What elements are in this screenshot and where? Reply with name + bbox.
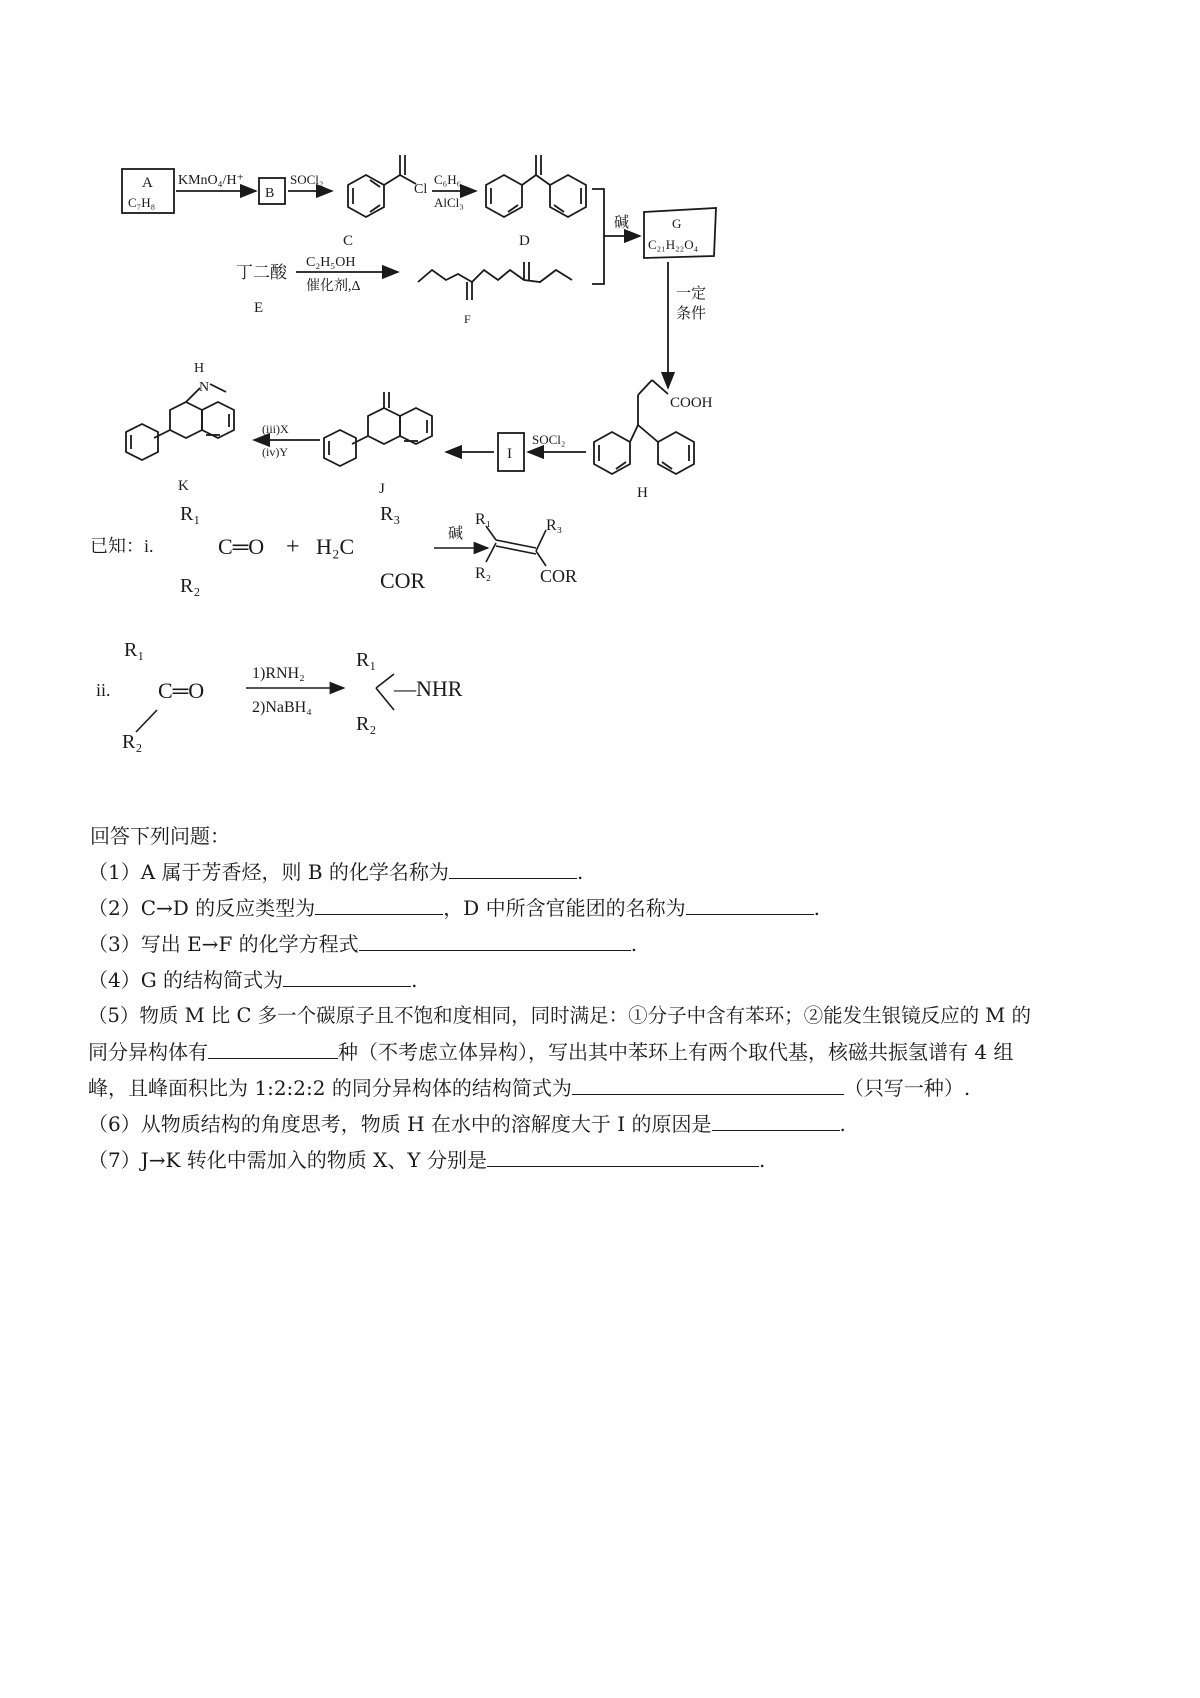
known-i-R2: R₂ bbox=[180, 575, 201, 597]
known-ii-p-R2: R₂ bbox=[356, 713, 377, 735]
reagent-E-F-top: C₂H₅OH bbox=[306, 255, 356, 270]
known-i-R3: R₃ bbox=[380, 503, 401, 525]
known-i-carbonyl: C═O bbox=[218, 534, 265, 559]
q6-blank[interactable] bbox=[712, 1112, 840, 1131]
label-G: G bbox=[672, 216, 682, 231]
reagent-J-K-bottom: (iv)Y bbox=[262, 445, 288, 459]
label-F: F bbox=[464, 312, 471, 326]
question-7 bbox=[88, 1146, 765, 1174]
known-ii-label: ii. bbox=[96, 680, 111, 700]
q4-text-b: . bbox=[411, 968, 418, 992]
label-I: I bbox=[507, 446, 512, 462]
reagent-C-D-bottom: AlCl₃ bbox=[434, 195, 464, 210]
q2-blank-1[interactable] bbox=[315, 896, 443, 915]
formula-A: C₇H₈ bbox=[128, 195, 156, 210]
reagent-H-I: SOCl₂ bbox=[532, 432, 566, 447]
q2-text-b: ，D 中所含官能团的名称为 bbox=[443, 896, 686, 920]
label-A: A bbox=[142, 175, 153, 191]
q1-blank[interactable] bbox=[449, 860, 577, 879]
q3-text-a: （3）写出 E→F 的化学方程式 bbox=[88, 932, 359, 956]
q2-text-a: （2）C→D 的反应类型为 bbox=[88, 896, 316, 920]
known-i-plus: + bbox=[286, 534, 300, 560]
base-label: 碱 bbox=[614, 215, 630, 231]
known-i-ch2: H₂C bbox=[316, 534, 355, 559]
q5-blank-2[interactable] bbox=[572, 1076, 844, 1095]
label-B: B bbox=[265, 186, 275, 201]
group-H-COOH: COOH bbox=[670, 395, 713, 411]
label-K: K bbox=[178, 478, 189, 494]
known-ii-R1: R₁ bbox=[124, 639, 145, 661]
q7-text-a: （7）J→K 转化中需加入的物质 X、Y 分别是 bbox=[88, 1148, 487, 1172]
label-D: D bbox=[519, 233, 530, 249]
q1-text-a: （1）A 属于芳香烃，则 B 的化学名称为 bbox=[88, 860, 449, 884]
reaction-scheme bbox=[0, 0, 1200, 501]
label-E: E bbox=[254, 300, 264, 316]
q7-text-b: . bbox=[758, 1148, 766, 1172]
fragment-C-Cl: Cl bbox=[414, 182, 428, 197]
question-2 bbox=[88, 894, 820, 922]
known-ii-product: —NHR bbox=[394, 676, 463, 701]
label-C: C bbox=[343, 233, 354, 249]
q5-text-2a: 同分异构体有 bbox=[88, 1040, 208, 1064]
question-5-line-3 bbox=[88, 1074, 970, 1102]
known-i-p-R1: R₁ bbox=[475, 511, 492, 528]
structure-C bbox=[348, 155, 416, 217]
structure-K bbox=[126, 384, 234, 460]
label-J: J bbox=[379, 481, 385, 497]
q1-text-b: . bbox=[576, 860, 584, 884]
q5-blank-1[interactable] bbox=[208, 1040, 338, 1059]
q6-text-b: . bbox=[839, 1112, 846, 1136]
K-H: H bbox=[194, 361, 205, 376]
q2-blank-2[interactable] bbox=[686, 896, 814, 915]
q4-text-a: （4）G 的结构简式为 bbox=[88, 968, 284, 992]
q3-blank[interactable] bbox=[359, 932, 631, 951]
question-5-line-2 bbox=[88, 1038, 1013, 1066]
label-H: H bbox=[637, 485, 648, 501]
q5-text-3a: 峰，且峰面积比为 1:2:2:2 的同分异构体的结构简式为 bbox=[88, 1076, 572, 1100]
structure-D bbox=[486, 155, 586, 217]
known-i-COR: COR bbox=[380, 568, 426, 593]
bracket bbox=[592, 189, 604, 284]
name-E: 丁二酸 bbox=[236, 263, 287, 282]
question-3 bbox=[88, 930, 637, 958]
question-6 bbox=[88, 1110, 846, 1138]
K-N: N bbox=[199, 380, 210, 395]
known-ii-R2: R₂ bbox=[122, 731, 143, 753]
question-4 bbox=[88, 966, 417, 994]
known-ii-carbonyl: C═O bbox=[158, 678, 205, 703]
q5-text-3b: （只写一种）. bbox=[843, 1076, 971, 1100]
known-i-p-COR: COR bbox=[540, 566, 578, 586]
question-1 bbox=[88, 858, 583, 886]
known-i-p-R2: R₂ bbox=[475, 565, 492, 582]
known-ii-p-R1: R₁ bbox=[356, 649, 377, 671]
reagent-J-K-top: (iii)X bbox=[262, 422, 289, 436]
known-intro: 已知：i. bbox=[90, 536, 154, 556]
reagent-C-D-top: C₆H₆ bbox=[434, 172, 462, 187]
reagent-A-B: KMnO₄/H⁺ bbox=[178, 173, 244, 188]
known-ii-step1: 1)RNH₂ bbox=[252, 665, 305, 682]
cond-G-H-1: 一定 bbox=[676, 286, 707, 302]
cond-G-H-2: 条件 bbox=[676, 306, 707, 322]
formula-G: C₂₁H₂₂O₄ bbox=[648, 237, 699, 252]
known-i-R1: R₁ bbox=[180, 503, 201, 525]
known-i-p-R3: R₃ bbox=[546, 517, 563, 534]
q6-text-a: （6）从物质结构的角度思考，物质 H 在水中的溶解度大于 I 的原因是 bbox=[88, 1112, 712, 1136]
q3-text-b: . bbox=[630, 932, 638, 956]
reagent-E-F-bottom: 催化剂,Δ bbox=[306, 279, 361, 294]
structure-F bbox=[418, 262, 572, 300]
q7-blank[interactable] bbox=[487, 1148, 759, 1167]
known-reactions bbox=[0, 500, 1200, 820]
q2-text-c: . bbox=[813, 896, 820, 920]
structure-J bbox=[324, 392, 432, 466]
known-i-base: 碱 bbox=[448, 526, 464, 542]
q4-blank[interactable] bbox=[283, 968, 411, 987]
known-ii-step2: 2)NaBH₄ bbox=[252, 699, 312, 716]
reagent-B-C: SOCl₂ bbox=[290, 172, 324, 187]
questions-intro: 回答下列问题： bbox=[90, 824, 230, 848]
q5-text-2b: 种（不考虑立体异构），写出其中苯环上有两个取代基，核磁共振氢谱有 4 组 bbox=[338, 1040, 1014, 1064]
question-5-line-1: （5）物质 M 比 C 多一个碳原子且不饱和度相同，同时满足：①分子中含有苯环；②能发生银镜反应的 M 的 bbox=[88, 1004, 1031, 1027]
